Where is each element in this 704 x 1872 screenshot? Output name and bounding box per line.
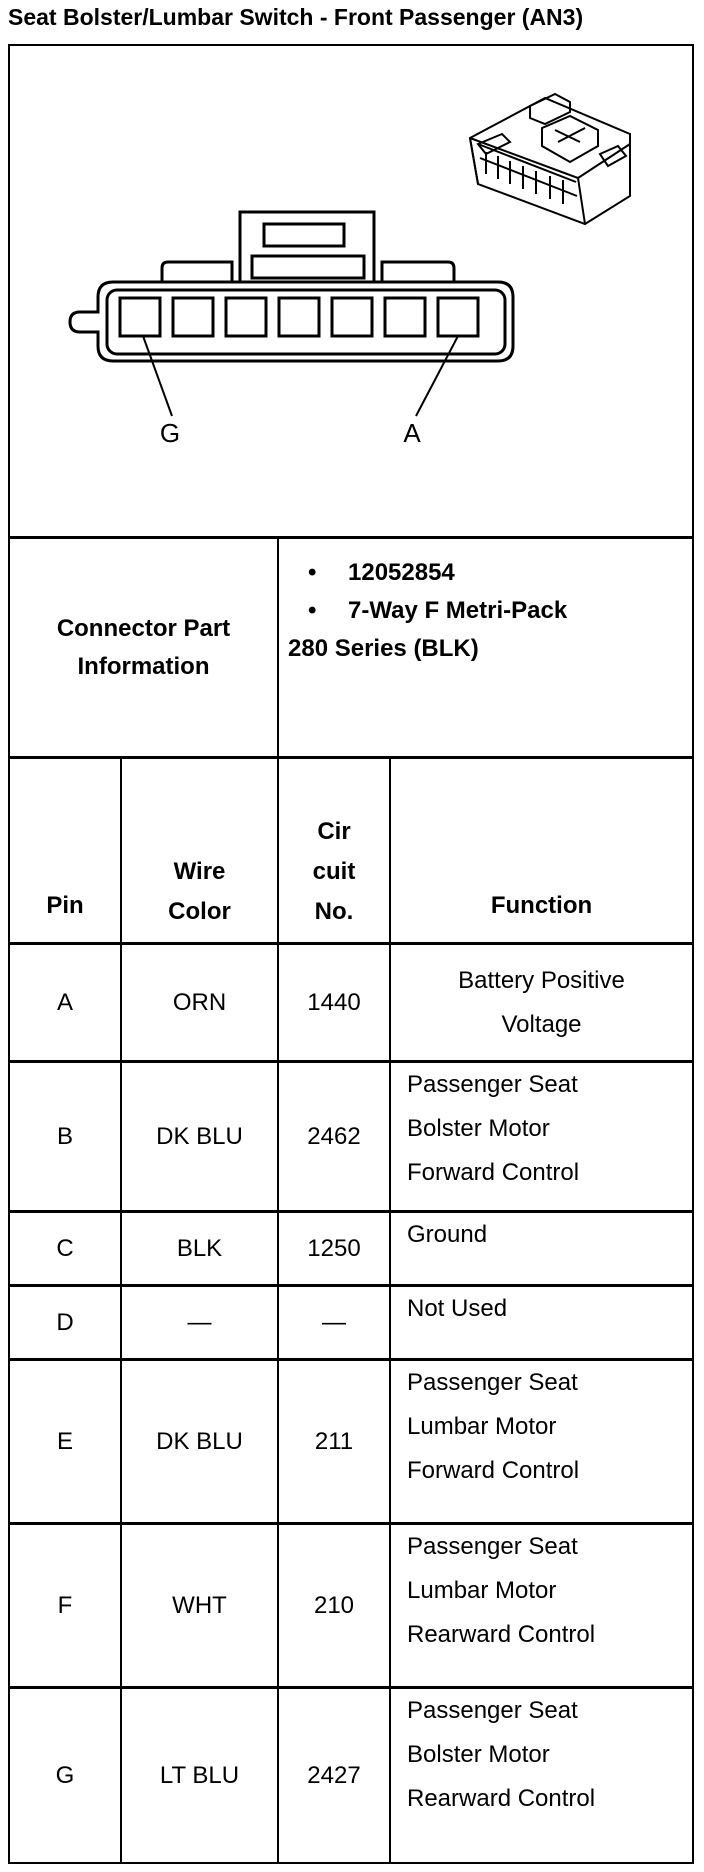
row-a-pin: A (56, 988, 73, 1016)
row-a-function-line1: Battery Positive (458, 966, 625, 994)
row-g-function-line2: Bolster Motor (407, 1741, 550, 1768)
row-d-function (391, 1287, 692, 1358)
row-e-color: DK BLU (156, 1427, 243, 1455)
row-e-function-line2: Lumbar Motor (407, 1413, 557, 1440)
row-d-color: — (187, 1308, 212, 1336)
row-b-function-line1: Passenger Seat (407, 1071, 578, 1098)
row-g-function (391, 1689, 692, 1862)
header-function: Function (490, 892, 593, 919)
connector-info-label (10, 539, 277, 756)
header-cir-line2: cuit (312, 858, 356, 885)
row-e-function-line1: Passenger Seat (407, 1369, 578, 1396)
header-cir-line3: No. (314, 898, 354, 925)
connector-sheet (8, 44, 694, 1864)
row-g-pin: G (55, 1761, 75, 1789)
row-g-circuit: 2427 (307, 1761, 361, 1789)
row-f-function-line2: Lumbar Motor (407, 1577, 557, 1604)
pin-a-label: A (403, 418, 421, 448)
part-number: • 12052854 (288, 554, 688, 592)
row-b-color: DK BLU (156, 1122, 243, 1150)
connector-description-line2: 280 Series (BLK) (288, 635, 479, 662)
row-d-function-line1: Not Used (407, 1295, 508, 1322)
row-f-function-line3: Rearward Control (407, 1621, 596, 1648)
pin-g-label: G (159, 418, 181, 448)
row-a-function (391, 945, 692, 1060)
row-c-function (391, 1213, 692, 1284)
row-f-function (391, 1525, 692, 1686)
row-g-function-line3: Rearward Control (407, 1785, 596, 1812)
header-pin: Pin (46, 892, 84, 919)
header-circuit-no (279, 759, 389, 942)
row-e-function-line3: Forward Control (407, 1457, 580, 1484)
row-g-function-line1: Passenger Seat (407, 1697, 578, 1724)
connector-info-value (288, 554, 688, 668)
connector-isometric-icon (470, 94, 630, 224)
row-f-circuit: 210 (313, 1591, 355, 1619)
row-e-circuit: 211 (314, 1427, 354, 1455)
row-c-color: BLK (176, 1234, 223, 1262)
connector-info-label-line2: Information (77, 652, 210, 680)
row-g-color: LT BLU (159, 1761, 240, 1789)
row-b-pin: B (56, 1122, 73, 1150)
row-b-function-line2: Bolster Motor (407, 1115, 550, 1142)
row-c-pin: C (56, 1234, 74, 1262)
row-a-color: ORN (172, 988, 227, 1016)
header-wire-line1: Wire (173, 858, 226, 885)
row-c-circuit: 1250 (307, 1234, 361, 1262)
row-d-pin: D (56, 1308, 74, 1336)
connector-face-drawing (10, 46, 692, 536)
row-f-pin: F (57, 1591, 73, 1619)
row-a-circuit: 1440 (307, 988, 361, 1016)
row-b-function (391, 1063, 692, 1210)
connector-description-line1: • 7-Way F Metri-Pack (288, 592, 688, 630)
row-f-function-line1: Passenger Seat (407, 1533, 578, 1560)
row-b-circuit: 2462 (307, 1122, 361, 1150)
row-c-function-line1: Ground (407, 1221, 488, 1248)
row-d-circuit: — (322, 1308, 346, 1336)
connector-diagram (10, 46, 692, 536)
row-a-function-line2: Voltage (501, 1010, 582, 1038)
header-cir-line1: Cir (317, 818, 351, 845)
header-wire-color (122, 759, 277, 942)
row-e-pin: E (56, 1427, 73, 1455)
page-title: Seat Bolster/Lumbar Switch - Front Passenger (AN3) (8, 4, 584, 30)
row-e-function (391, 1361, 692, 1522)
row-f-color: WHT (172, 1591, 227, 1619)
connector-info-label-line1: Connector Part (56, 614, 231, 642)
row-b-function-line3: Forward Control (407, 1159, 580, 1186)
header-wire-line2: Color (168, 898, 231, 925)
